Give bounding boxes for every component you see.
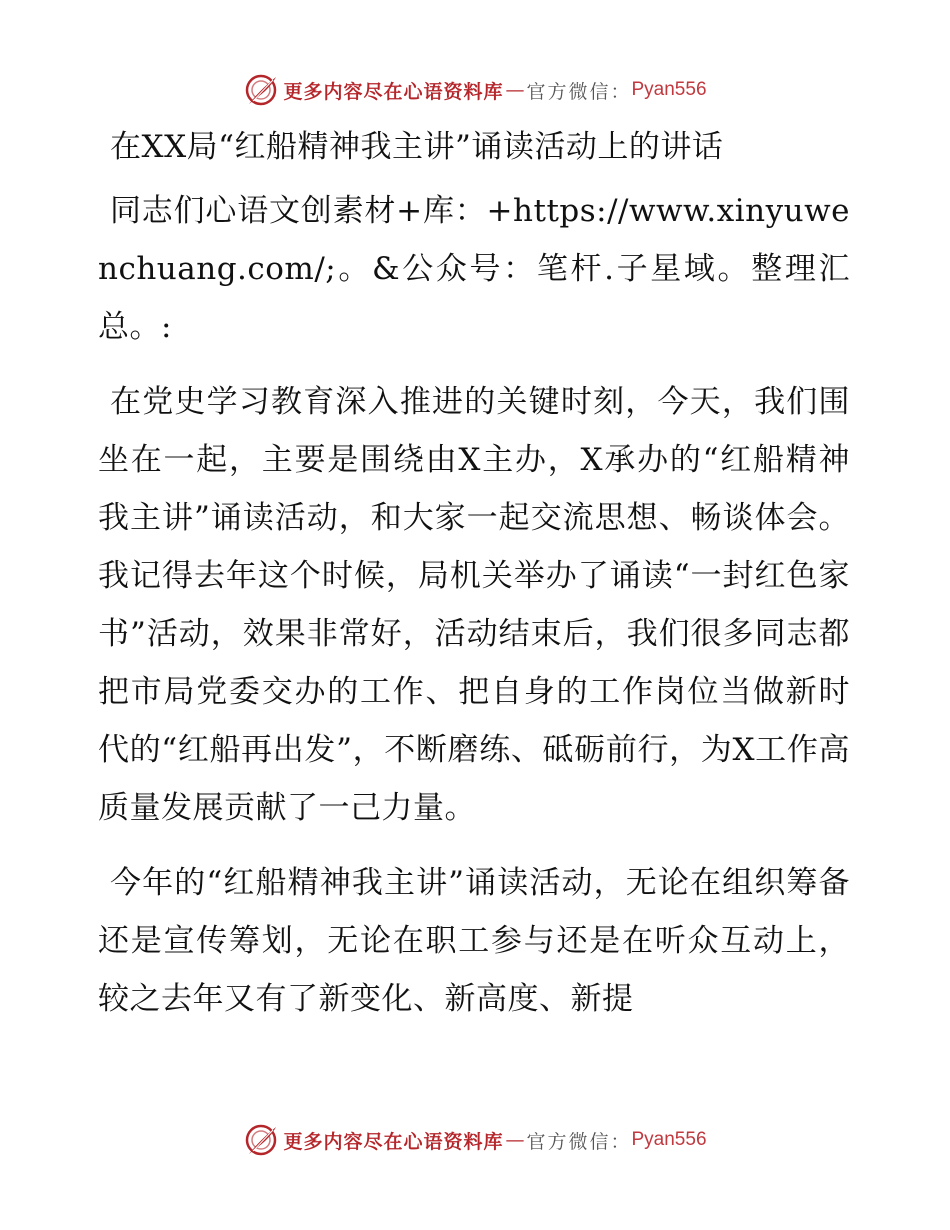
salutation-paragraph: 同志们心语文创素材+库：+https://www.xinyuwenchuang.com/;。&公众号：笔杆.子星域。整理汇总。:: [98, 193, 850, 345]
watermark-separator: —: [505, 79, 525, 101]
watermark-separator: —: [505, 1129, 525, 1151]
watermark-wechat-label: 官方微信：: [526, 80, 632, 103]
red-feather-logo-icon: [243, 1122, 279, 1158]
watermark-text: 更多内容尽在心语资料库: [283, 1130, 504, 1153]
body-paragraph-1: 在党史学习教育深入推进的关键时刻，今天，我们围坐在一起，主要是围绕由X主办，X承办的“红船精神我主讲”诵读活动，和大家一起交流思想、畅谈体会。我记得去年这个时候，局机关举办了诵读“一封红色家书”活动，效果非常好，活动结束后，我们很多同志都把市局党委交办的工作、把自身的工作岗位当做新时代的“红船再出发”，不断磨练、砥砺前行，为X工作高质量发展贡献了一己力量。: [98, 384, 850, 826]
header-watermark: [0, 70, 950, 110]
red-feather-logo-icon: [243, 72, 279, 108]
watermark-wechat-id: Pyan556: [631, 79, 707, 100]
watermark-wechat-id: Pyan556: [631, 1129, 707, 1150]
watermark-text: 更多内容尽在心语资料库: [283, 80, 504, 103]
document-body: [98, 118, 850, 1028]
body-paragraph-2: 今年的“红船精神我主讲”诵读活动，无论在组织筹备还是宣传筹划，无论在职工参与还是在听众互动上，较之去年又有了新变化、新高度、新提: [98, 865, 850, 1017]
document-title: 在XX局“红船精神我主讲”诵读活动上的讲话: [110, 129, 724, 165]
watermark-wechat-label: 官方微信：: [526, 1130, 632, 1153]
footer-watermark: [0, 1120, 950, 1160]
